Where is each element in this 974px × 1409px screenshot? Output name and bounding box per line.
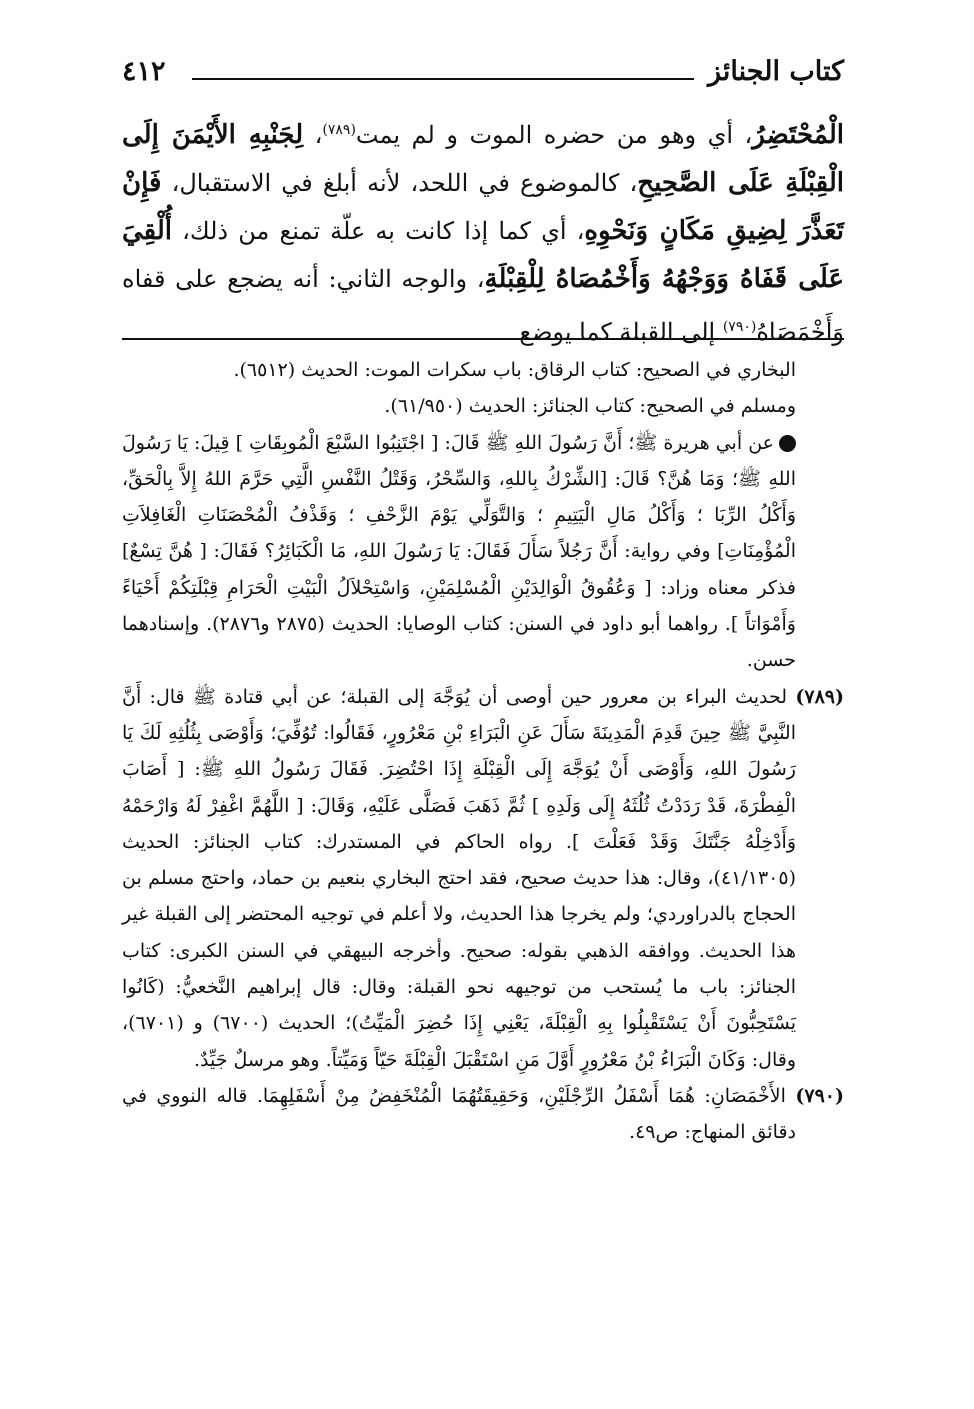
main-segment: ،: [303, 121, 323, 149]
footnote-line: ومسلم في الصحيح: كتاب الجنائز: الحديث (٦١/٩٥٠).: [384, 395, 796, 418]
footnote-number: (٧٩٠): [795, 1084, 845, 1107]
main-segment: الْمُحْتَضِرُ: [752, 120, 844, 150]
hadith-paragraph: [122, 425, 844, 679]
footnote-text: الأَخْمَصَانِ: هُمَا أَسْفَلُ الرِّجْلَيْنِ، وَحَقِيقَتُهُمَا الْمُنْخَفِضُ مِنْ أَسْفَلِهِمَا. قاله النووي في دقائق المنهاج: ص٤٩.: [122, 1084, 796, 1144]
book-title: كتاب الجنائز: [708, 56, 844, 87]
page-header: [122, 52, 844, 92]
main-segment: ، أي كما إذا كانت به علّة تمنع من ذلك،: [171, 217, 585, 245]
main-segment: ، كالموضوع في اللحد، لأنه أبلغ في الاستقبال،: [161, 169, 638, 197]
page-number: ٤١٢: [122, 56, 166, 87]
bullet-icon: [779, 435, 796, 452]
footnote-number: (٧٨٩): [795, 685, 844, 708]
hadith-text: عن أبي هريرة ﷺ؛ أَنَّ رَسُولَ اللهِ ﷺ قَالَ: [ اجْتَنِبُوا السَّبْعَ الْمُوبِقَاتِ ] قِيلَ: يَا رَسُولَ اللهِ ﷺ؛ وَمَا هُنَّ؟ قَالَ: [الشِّرْكُ بِاللهِ، وَالسِّحْرُ، وَقَتْلُ النَّفْسِ الَّتِي حَرَّمَ اللهُ إِلاَّ بِالْحَقِّ، وَأَكْلُ الرِّبَا ؛ وَأَكْلُ مَالِ الْيَتِيمِ ؛ وَالتَّوَلِّي يَوْمَ الزَّحْفِ ؛ وَقَذْفُ الْمُحْصَنَاتِ الْغَافِلاَتِ الْمُؤْمِنَاتِ] وفي رواية: أَنَّ رَجُلاً سَأَلَ فَقَالَ: يَا رَسُولَ اللهِ، مَا الْكَبَائِرُ؟ فَقَالَ: [ هُنَّ تِسْعٌ] فذكر معناه وزاد: [ وَعُقُوقُ الْوَالِدَيْنِ الْمُسْلِمَيْنِ، وَاسْتِحْلاَلُ الْبَيْتِ الْحَرَامِ قِبْلَتِكُمْ أَحْيَاءً وَأَمْوَاتاً ]. رواهما أبو داود في السنن: كتاب الوصايا: الحديث (٢٨٧٥ و٢٨٧٦). وإسنادهما حسن.: [122, 431, 796, 672]
main-segment: أُلْقِيَ عَلَى قَفَاهُ وَوَجْهُهُ وَأَخْمُصَاهُ لِلْقِبْلَةِ: [122, 216, 844, 294]
footnote-text: لحديث البراء بن معرور حين أوصى أن يُوَجَّهَ إلى القبلة؛ عن أبي قتادة ﷺ قال: أَنَّ النَّبِيَّ ﷺ حِينَ قَدِمَ الْمَدِينَةَ سَأَلَ عَنِ الْبَرَاءِ بْنِ مَعْرُورٍ، فَقَالُوا: تُوُفِّيَ؛ وَأَوْصَى بِثُلُثِهِ لَكَ يَا رَسُولَ اللهِ، وَأَوْصَى أَنْ يُوَجَّهَ إِلَى الْقِبْلَةِ إِذَا احْتُضِرَ. فَقَالَ رَسُولُ اللهِ ﷺ: [ أَصَابَ الْفِطْرَةَ، قَدْ رَدَدْتُ ثُلُثَهُ إِلَى وَلَدِهِ ] ثُمَّ ذَهَبَ فَصَلَّى عَلَيْهِ، وَقَالَ: [ اللَّهُمَّ اغْفِرْ لَهُ وَارْحَمْهُ وَأَدْخِلْهُ جَنَّتَكَ وَقَدْ فَعَلْتَ ]. رواه الحاكم في المستدرك: كتاب الجنائز: الحديث (٤١/١٣٠٥)، وقال: هذا حديث صحيح، فقد احتج البخاري بنعيم بن حماد، واحتج مسلم بن الحجاج بالدراوردي؛ ولم يخرجا هذا الحديث، ولا أعلم في توجيه المحتضر إلى القبلة غير هذا الحديث. ووافقه الذهبي بقوله: صحيح. وأخرجه البيهقي في السنن الكبرى: كتاب الجنائز: باب ما يُستحب من توجيهه نحو القبلة: وقال: قال إبراهيم النَّخعيُّ: (كَانُوا يَسْتَحِبُّونَ أَنْ يَسْتَقْبِلُوا بِهِ الْقِبْلَةَ، يَعْنِي إِذَا حُضِرَ الْمَيِّتُ)؛ الحديث (٦٧٠٠) و (٦٧٠١)، وقال: وَكَانَ الْبَرَاءُ بْنُ مَعْرُورٍ أَوَّلَ مَنِ اسْتَقْبَلَ الْقِبْلَةَ حَيّاً وَمَيِّتاً. وهو مرسلٌ جَيِّدٌ.: [122, 685, 796, 1071]
footnotes: [122, 352, 844, 1151]
footnote-ref[interactable]: (٧٩٠): [722, 319, 757, 335]
header-rule: [192, 78, 694, 80]
main-segment: فَإِنْ تَعَذَّرَ لِضِيقِ مَكَانٍ وَنَحْوِهِ: [122, 168, 844, 246]
main-segment: لِجَنْبِهِ الأَيْمَنَ إِلَى الْقِبْلَةِ عَلَى الصَّحِيحِ: [122, 120, 844, 198]
main-paragraph: [122, 106, 844, 356]
main-text: [122, 106, 844, 356]
main-segment: إلى القبلة كما يوضع: [519, 318, 723, 346]
main-segment: ، أي وهو من حضره الموت و لم يمت: [355, 121, 753, 149]
main-segment: ، والوجه الثاني: أنه يضجع على قفاه وَأَخْمَصَاهُ: [122, 265, 844, 346]
footnote-line: البخاري في الصحيح: كتاب الرقاق: باب سكرات الموت: الحديث (٦٥١٢).: [233, 359, 796, 381]
footnote-790: [122, 1078, 844, 1151]
footnote-ref[interactable]: (٧٨٩): [322, 122, 356, 138]
footnote-divider: [122, 338, 844, 340]
footnote-789: [122, 679, 844, 1078]
